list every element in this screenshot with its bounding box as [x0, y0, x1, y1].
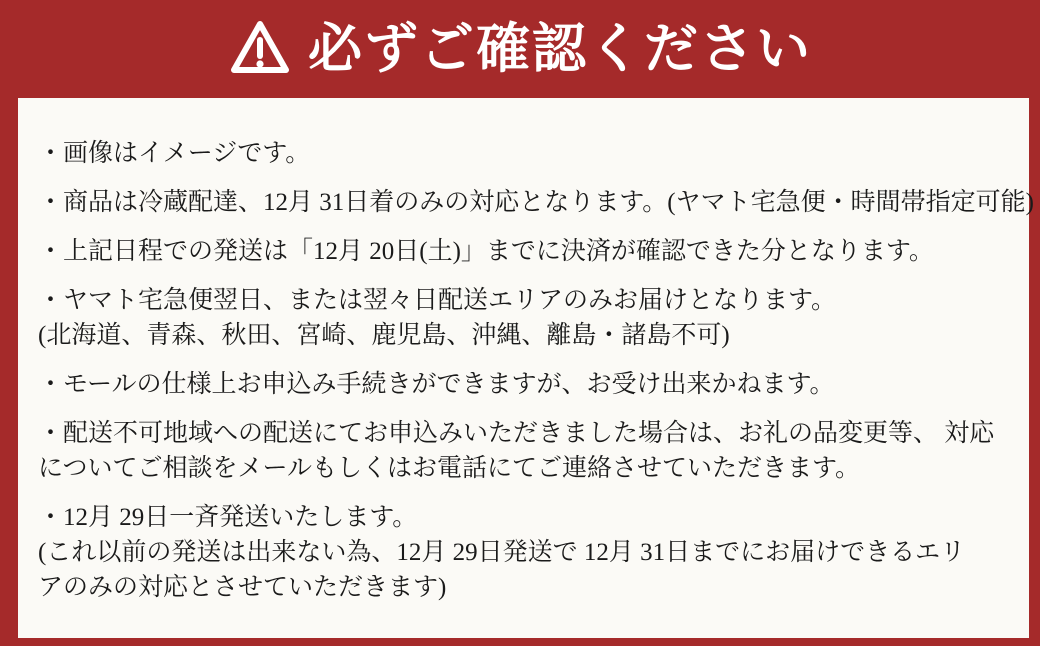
notice-panel	[18, 98, 1034, 638]
notice-paragraph	[38, 234, 1011, 269]
notice-line: ・配送不可地域への配送にてお申込みいただきました場合は、お礼の品変更等、 対応	[38, 420, 995, 447]
notice-paragraph	[38, 136, 1011, 171]
notice-line: ・ヤマト宅急便翌日、または翌々日配送エリアのみお届けとなります。	[38, 287, 837, 314]
warning-triangle-icon	[228, 18, 292, 80]
notice-line: アのみの対応とさせていただきます)	[38, 574, 447, 601]
notice-line: (これ以前の発送は出来ない為、12月 29日発送で 12月 31日までにお届けできるエリ	[38, 539, 966, 566]
notice-line: ・画像はイメージです。	[38, 140, 311, 167]
header-banner	[0, 0, 1040, 98]
notice-line: (北海道、青森、秋田、宮崎、鹿児島、沖縄、離島・諸島不可)	[38, 322, 730, 349]
notice-paragraph	[38, 283, 1011, 353]
notice-line: ・商品は冷蔵配達、12月 31日着のみの対応となります。(ヤマト宅急便・時間帯指定可能)	[38, 189, 1034, 216]
page-title: 必ずご確認ください	[308, 19, 812, 79]
notice-paragraph	[38, 500, 1011, 605]
notice-paragraph	[38, 416, 1011, 486]
notice-line: ・12月 29日一斉発送いたします。	[38, 504, 418, 531]
notice-line: ・モールの仕様上お申込み手続きができますが、お受け出来かねます。	[38, 371, 835, 398]
notice-paragraph	[38, 367, 1011, 402]
notice-line: ・上記日程での発送は「12月 20日(土)」までに決済が確認できた分となります。	[38, 238, 934, 265]
notice-line: についてご相談をメールもしくはお電話にてご連絡させていただきます。	[38, 455, 861, 482]
notice-paragraph	[38, 185, 1034, 220]
